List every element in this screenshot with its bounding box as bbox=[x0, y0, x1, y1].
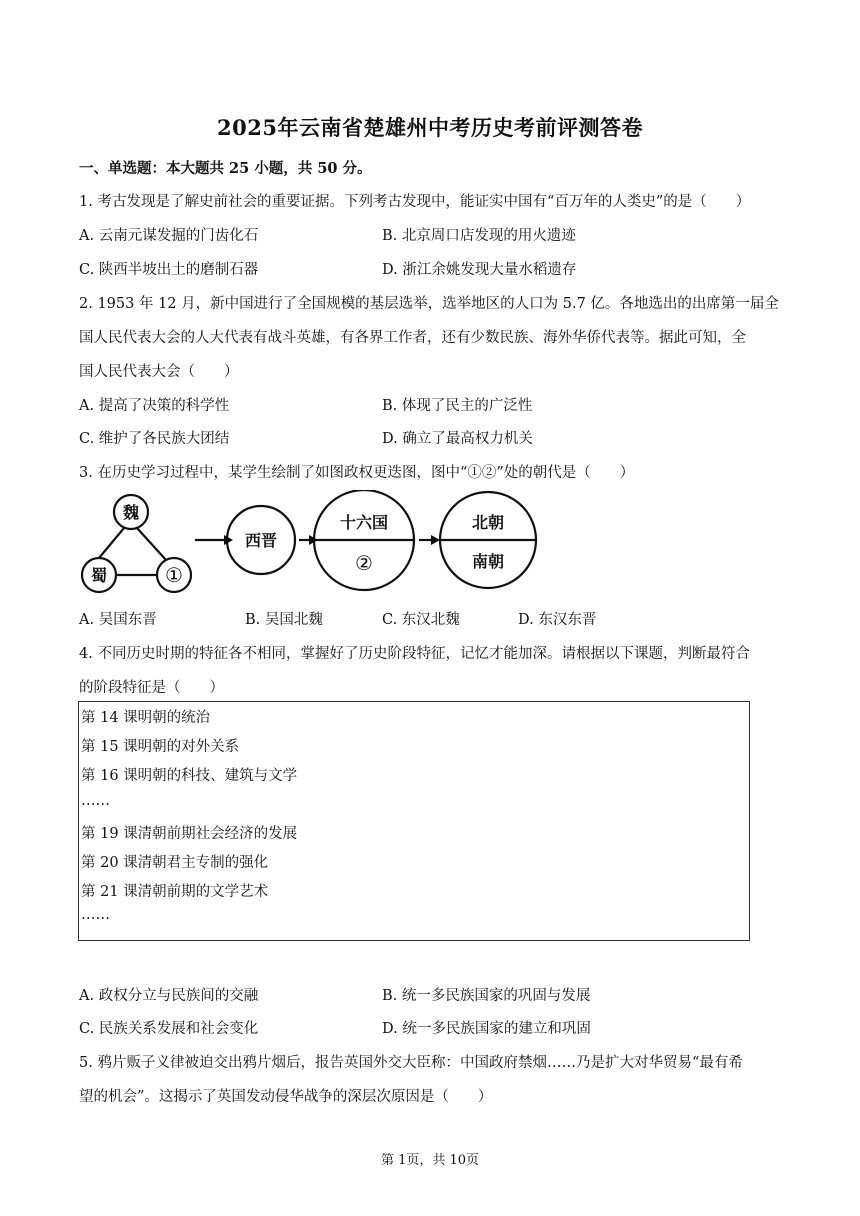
q2-option-a: A. 提高了决策的科学性 bbox=[79, 398, 230, 414]
lesson-item: 第 21 课清朝前期的文学艺术 bbox=[81, 884, 269, 900]
lesson-list-box bbox=[78, 701, 750, 941]
lesson-item: 第 16 课明朝的科技、建筑与文学 bbox=[81, 768, 298, 784]
q1-option-b: B. 北京周口店发现的用火遗迹 bbox=[382, 228, 576, 244]
q4-option-c: C. 民族关系发展和社会变化 bbox=[79, 1021, 259, 1037]
question-2-stem-line1: 2. 1953 年 12 月，新中国进行了全国规模的基层选举，选举地区的人口为 5.7 亿。各地选出的出席第一届全 bbox=[79, 296, 779, 312]
question-5-stem-line2: 望的机会”。这揭示了英国发动侵华战争的深层次原因是（ ） bbox=[79, 1089, 493, 1105]
q1-option-c: C. 陕西半坡出土的磨制石器 bbox=[79, 262, 259, 278]
q2-option-d: D. 确立了最高权力机关 bbox=[382, 431, 533, 447]
question-1-stem: 1. 考古发现是了解史前社会的重要证据。下列考古发现中，能证实中国有“百万年的人类史”的是（ ） bbox=[79, 194, 751, 210]
lesson-item: 第 20 课清朝君主专制的强化 bbox=[81, 855, 269, 871]
q2-option-c: C. 维护了各民族大团结 bbox=[79, 431, 230, 447]
q2-option-b: B. 体现了民主的广泛性 bbox=[382, 398, 533, 414]
q4-option-d: D. 统一多民族国家的建立和巩固 bbox=[382, 1021, 591, 1037]
q3-option-a: A. 吴国东晋 bbox=[79, 612, 157, 628]
lesson-item: 第 15 课明朝的对外关系 bbox=[81, 739, 240, 755]
lesson-item: 第 19 课清朝前期社会经济的发展 bbox=[81, 826, 298, 842]
lesson-item: 第 14 课明朝的统治 bbox=[81, 710, 211, 726]
lesson-ellipsis: …… bbox=[81, 793, 110, 809]
question-4-stem-line2: 的阶段特征是（ ） bbox=[79, 680, 224, 696]
q1-option-d: D. 浙江余姚发现大量水稻遗存 bbox=[382, 262, 577, 278]
q1-option-a: A. 云南元谋发掘的门齿化石 bbox=[79, 228, 259, 244]
page-footer: 第 1页，共 10页 bbox=[380, 1153, 480, 1168]
question-2-stem-line3: 国人民代表大会（ ） bbox=[79, 364, 239, 380]
diagram-beichao: 北朝 bbox=[471, 513, 505, 532]
lesson-ellipsis: …… bbox=[81, 907, 110, 923]
diagram-blank-2: ② bbox=[355, 551, 373, 575]
diagram-nanchao: 南朝 bbox=[471, 552, 505, 571]
diagram-shiliuguo: 十六国 bbox=[339, 513, 389, 532]
diagram-shu: 蜀 bbox=[90, 566, 108, 585]
question-4-stem-line1: 4. 不同历史时期的特征各不相同，掌握好了历史阶段特征，记忆才能加深。请根据以下课题，判断最符合 bbox=[79, 646, 750, 662]
question-2-stem-line2: 国人民代表大会的人大代表有战斗英雄，有各界工作者，还有少数民族、海外华侨代表等。据此可知，全 bbox=[79, 330, 746, 346]
dynasty-succession-diagram bbox=[79, 490, 539, 605]
question-5-stem-line1: 5. 鸦片贩子义律被迫交出鸦片烟后，报告英国外交大臣称：中国政府禁烟……乃是扩大对华贸易“最有希 bbox=[79, 1055, 743, 1071]
diagram-xijin: 西晋 bbox=[244, 531, 278, 550]
q4-option-a: A. 政权分立与民族间的交融 bbox=[79, 988, 259, 1004]
q4-option-b: B. 统一多民族国家的巩固与发展 bbox=[382, 988, 591, 1004]
section-heading: 一、单选题：本大题共 25 小题，共 50 分。 bbox=[79, 160, 372, 177]
question-3-stem: 3. 在历史学习过程中，某学生绘制了如图政权更迭图，图中“①②”处的朝代是（ ） bbox=[79, 465, 635, 481]
q3-option-b: B. 吴国北魏 bbox=[245, 612, 323, 628]
q3-option-d: D. 东汉东晋 bbox=[518, 612, 597, 628]
diagram-wei: 魏 bbox=[122, 503, 140, 522]
page-title: 2025年云南省楚雄州中考历史考前评测答卷 bbox=[217, 115, 643, 140]
diagram-blank-1: ① bbox=[165, 563, 183, 587]
q3-option-c: C. 东汉北魏 bbox=[382, 612, 460, 628]
